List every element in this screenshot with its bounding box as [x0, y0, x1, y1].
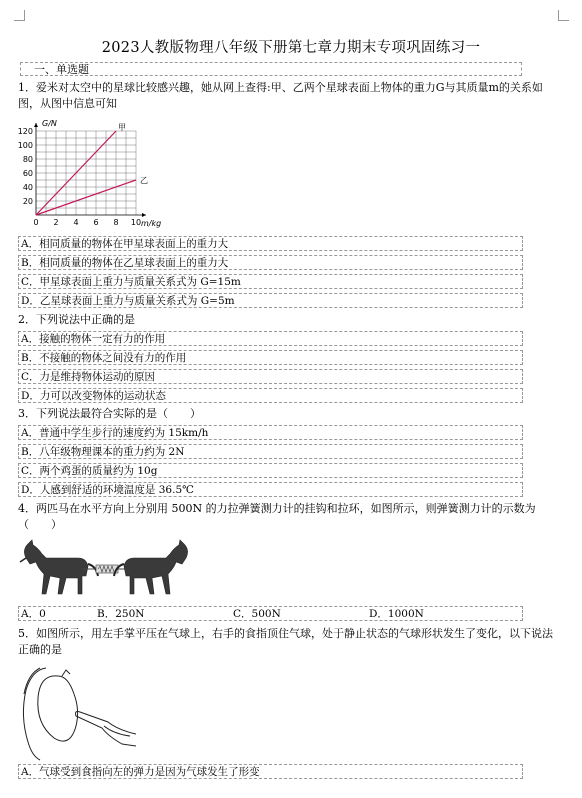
q4-option-d[interactable]: D．1000N	[369, 608, 424, 620]
question-1-text: 1．爱米对太空中的星球比较感兴趣，她从网上查得:甲、乙两个星球表面上物体的重力G与其质量m的关系如图，从图中信息可知	[18, 81, 543, 110]
question-3-text: 3．下列说法最符合实际的是（ ）	[18, 407, 201, 420]
document-title: 2023人教版物理八年级下册第七章力期末专项巩固练习一	[101, 40, 481, 56]
left-horse-icon	[20, 540, 98, 594]
x-axis-label: m/kg	[141, 219, 162, 228]
y-tick-label: 20	[22, 197, 33, 206]
q3-option-c[interactable]: C．两个鸡蛋的质量约为 10g	[18, 463, 523, 478]
horses-spring-scale-figure	[16, 536, 196, 606]
x-tick-label: 10	[130, 218, 142, 227]
x-tick-label: 6	[93, 218, 99, 227]
q4-option-a[interactable]: A．0	[21, 608, 46, 620]
q5-option-a[interactable]: A．气球受到食指向左的弹力是因为气球发生了形变	[18, 764, 523, 779]
chart-grid	[36, 131, 136, 215]
q1-option-a[interactable]: A．相同质量的物体在甲星球表面上的重力大	[18, 236, 523, 251]
gravity-mass-chart	[14, 114, 174, 234]
right-horse-icon	[114, 540, 188, 594]
x-tick-label: 2	[53, 218, 59, 227]
q2-option-d[interactable]: D．力可以改变物体的运动状态	[18, 388, 523, 403]
balloon-icon	[38, 676, 78, 741]
q1-option-d[interactable]: D．乙星球表面上重力与质量关系式为 G=5m	[18, 293, 523, 308]
question-2-text: 2．下列说法中正确的是	[18, 313, 135, 326]
series-label-1: 乙	[140, 176, 148, 185]
q2-option-a[interactable]: A．接触的物体一定有力的作用	[18, 331, 523, 346]
y-axis-label: G/N	[42, 119, 57, 128]
q3-option-d[interactable]: D．人感到舒适的环境温度是 36.5℃	[18, 482, 523, 497]
q2-option-c[interactable]: C．力是维持物体运动的原因	[18, 369, 523, 384]
right-hand-icon	[76, 712, 137, 747]
corner-mark-top-right	[558, 10, 569, 21]
x-tick-label: 4	[73, 218, 79, 227]
q1-option-b[interactable]: B．相同质量的物体在乙星球表面上的重力大	[18, 255, 523, 270]
chart-axes	[34, 123, 146, 217]
q2-option-b[interactable]: B．不接触的物体之间没有力的作用	[18, 350, 523, 365]
corner-mark-top-left	[14, 10, 25, 21]
question-4-text: 4．两匹马在水平方向上分别用 500N 的力拉弹簧测力计的挂钩和拉环，如图所示，则弹簧测力计的示数为（ ）	[18, 502, 536, 531]
y-tick-label: 60	[22, 169, 33, 178]
q3-option-b[interactable]: B．八年级物理课本的重力约为 2N	[18, 444, 523, 459]
x-tick-label: 8	[113, 218, 119, 227]
y-tick-label: 40	[22, 183, 33, 192]
y-tick-label: 80	[22, 155, 33, 164]
series-label-0: 甲	[118, 123, 126, 132]
section-box	[20, 62, 522, 76]
q4-option-c[interactable]: C．500N	[233, 608, 281, 620]
y-tick-label: 100	[17, 141, 33, 150]
question-5-text: 5．如图所示，用左手掌平压在气球上，右手的食指顶住气球，处于静止状态的气球形状发生了变化，以下说法正确的是	[18, 627, 553, 656]
q4-option-b[interactable]: B．250N	[97, 608, 145, 620]
y-axis-arrow	[34, 123, 38, 127]
balloon-hands-figure	[18, 664, 138, 764]
q1-option-c[interactable]: C．甲星球表面上重力与质量关系式为 G=15m	[18, 274, 523, 289]
section-heading: 一、单选题	[34, 63, 89, 76]
q3-option-a[interactable]: A．普通中学生步行的速度约为 15km/h	[18, 425, 523, 440]
x-tick-label: 0	[33, 218, 39, 227]
q4-options-row	[18, 606, 523, 621]
x-axis-arrow	[142, 213, 146, 217]
y-tick-label: 120	[17, 127, 33, 136]
